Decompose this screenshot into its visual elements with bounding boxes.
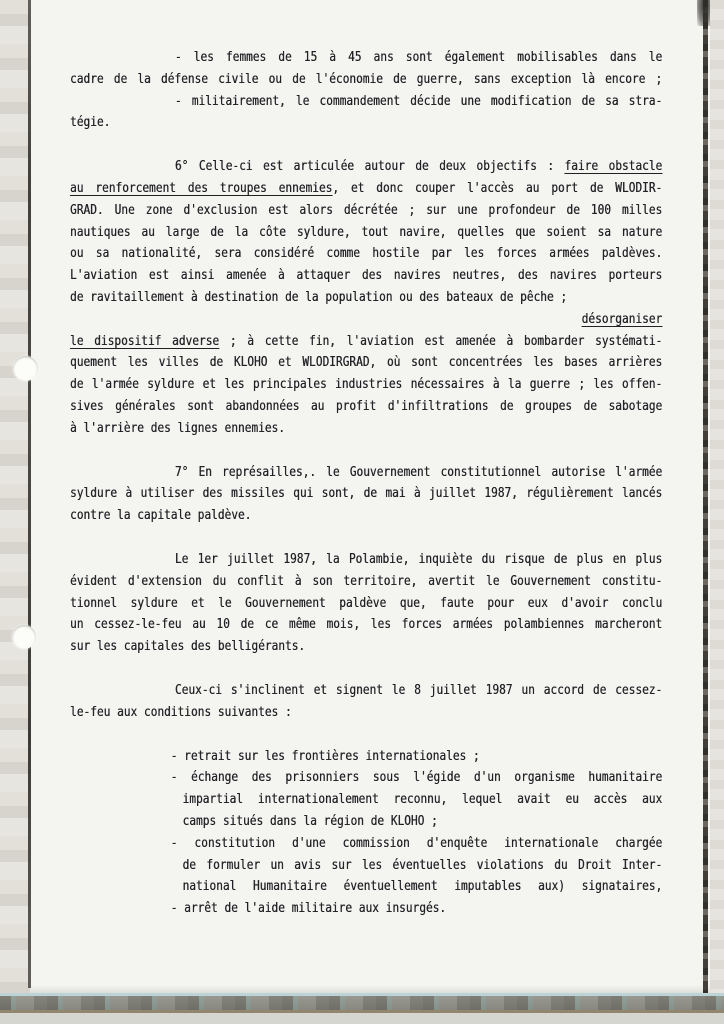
text-segment: Ceux-ci s'inclinent et signent le 8 juillet 1987 un accord de cessez- [174,682,663,698]
text-segment: GRAD. Une zone d'exclusion est alors décrétée ; sur une profondeur de 100 milles [70,202,663,218]
text-line [70,309,662,331]
scanner-margin-left [0,0,30,995]
bottom-scan-edge-band [0,996,724,1010]
text-line [70,69,662,91]
punch-hole-top [13,356,38,381]
text-segment: contre la capitale paldève. [70,508,252,524]
text-line [70,505,662,527]
text-line [70,855,662,877]
text-segment: de l'armée syldure et les principales industries nécessaires à la guerre ; les offen- [70,377,663,393]
underlined-text: le dispositif adverse [70,333,220,349]
text-line [70,571,662,593]
text-segment: ou sa nationalité, sera considéré comme hostile par les forces armées paldèves. [70,246,663,262]
text-segment: 7° En représailles,. le Gouvernement constitutionnel autorise l'armée [174,464,663,480]
text-line [70,876,662,898]
text-line [70,178,662,200]
text-line [70,483,662,505]
text-line [70,374,662,396]
underlined-text: au renforcement des troupes ennemies [70,180,333,196]
text-line [70,898,662,920]
text-line [70,833,662,855]
text-segment: 6° Celle-ci est articulée autour de deux objectifs : [174,159,565,175]
text-segment: national Humanitaire éventuellement imputables aux) signataires, [182,879,663,895]
page-fold-edge-left [28,0,31,988]
text-line [70,767,662,789]
text-segment: L'aviation est ainsi amenée à attaquer des navires neutres, des navires porteurs [70,268,663,284]
text-segment: - retrait sur les frontières internationales ; [170,748,480,764]
document-body [70,47,662,920]
scanner-margin-right [710,0,724,995]
text-line [70,811,662,833]
text-line [70,593,662,615]
text-line [70,331,662,353]
text-line [70,636,662,658]
text-line [70,200,662,222]
text-segment: de ravitaillement à destination de la population ou des bateaux de pêche ; [70,289,568,305]
page-edge-right-top-smudge [697,0,710,26]
text-segment: , et donc couper l'accès au port de WLODIR- [332,180,663,196]
conditions-list [70,746,662,920]
text-segment: - échange des prisonniers sous l'égide d'un organisme humanitaire [170,770,663,786]
punch-hole-bottom [12,625,36,649]
text-segment: ; à cette fin, l'aviation est amenée à bombarder systémati- [219,333,663,349]
text-line [70,156,662,178]
text-segment: - constitution d'une commission d'enquête internationale chargée [170,835,663,851]
text-segment: impartial internationalement reconnu, lequel avait eu accès aux [182,792,663,808]
text-line [70,702,662,724]
text-segment: cadre de la défense civile ou de l'économie de guerre, sans exception là encore ; [70,71,663,87]
bottom-scanner-background [0,1013,724,1024]
paragraph-6-strategie [70,156,662,439]
text-line [70,746,662,768]
paragraph-accord-cessez-le-feu [70,680,662,724]
text-segment: sur les capitales des belligérants. [70,639,306,655]
text-line [70,91,662,113]
text-line [70,47,662,69]
text-segment: tionnel syldure et le Gouvernement paldève que, faute pour eux d'avoir conclu [70,595,663,611]
underlined-text: désorganiser [581,311,663,327]
text-line [70,789,662,811]
text-segment: - militairement, le commandement décide une modification de sa stra- [174,93,663,109]
text-line [70,265,662,287]
text-line [70,396,662,418]
text-segment: Le 1er juillet 1987, la Polambie, inquiète du risque de plus en plus [174,551,663,567]
text-line [70,549,662,571]
text-segment: à l'arrière des lignes ennemies. [70,420,285,436]
text-line [70,112,662,134]
text-segment: - les femmes de 15 à 45 ans sont également mobilisables dans le [174,50,663,65]
paragraph-polambie-avertissement [70,549,662,658]
text-segment: sives générales sont abandonnées au profit d'infiltrations de groupes de sabotage [70,398,663,414]
text-line [70,352,662,374]
text-segment: tégie. [70,115,111,131]
text-segment: nautiques au large de la côte syldure, tout navire, quelles que soient sa nature [70,224,663,240]
text-segment: camps situés dans la région de KLOHO ; [182,813,438,829]
text-line [70,680,662,702]
text-segment: de formuler un avis sur les éventuelles violations du Droit Inter- [182,857,663,873]
text-segment: - arrêt de l'aide militaire aux insurgés. [170,901,447,917]
text-segment: syldure à utiliser des missiles qui sont, de mai à juillet 1987, régulièrement lancés [70,486,663,502]
text-segment: quement les villes de KLOHO et WLODIRGRAD, où sont concentrées les bases arrières [70,355,663,371]
text-line [70,222,662,244]
text-segment: le-feu aux conditions suivantes : [70,704,292,720]
text-line [70,614,662,636]
text-segment: évident d'extension du conflit à son territoire, avertit le Gouvernement constitu- [70,573,663,589]
text-segment: un cessez-le-feu au 10 de ce même mois, les forces armées polambiennes marcheront [70,617,663,633]
paragraph-7-represailles [70,462,662,527]
mobilisation-items [70,47,662,134]
page-edge-right [703,0,708,993]
underlined-text: faire obstacle [564,159,663,175]
text-line [70,462,662,484]
text-line [70,287,662,309]
text-line [70,243,662,265]
text-line [70,418,662,440]
